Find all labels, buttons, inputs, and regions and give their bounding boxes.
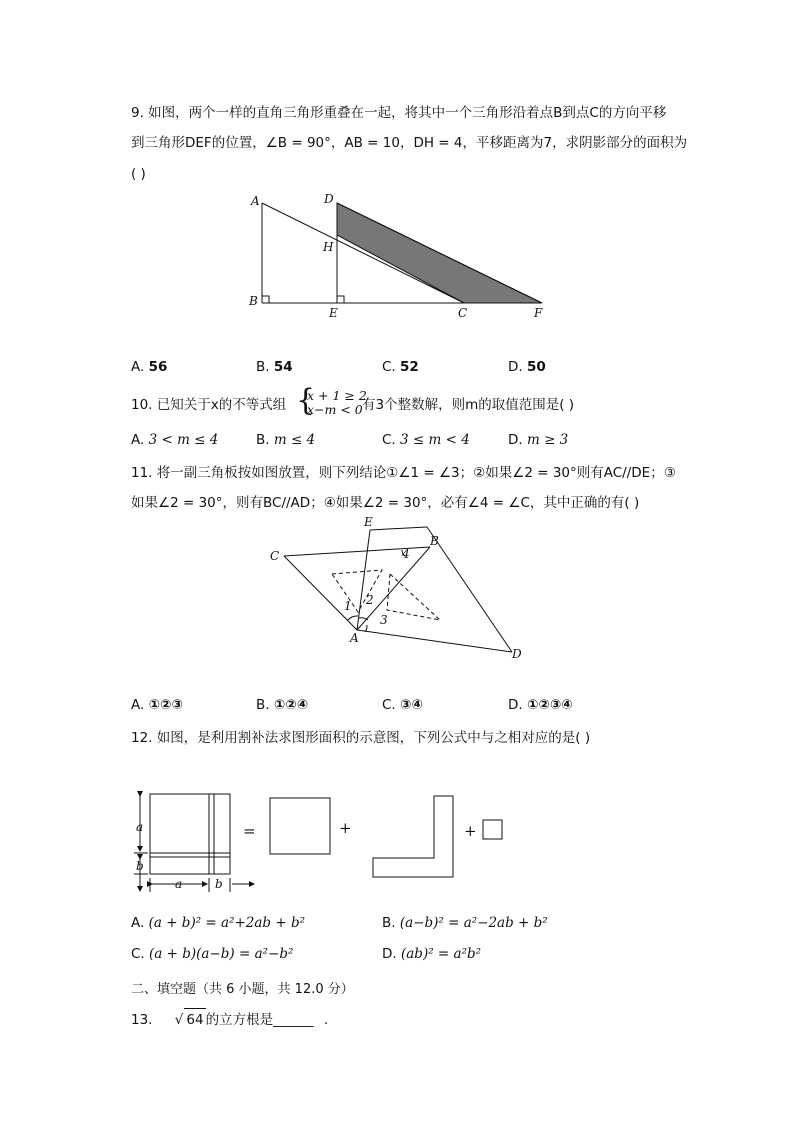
label-b-side: b (136, 859, 144, 873)
angle-1: 1 (344, 599, 352, 613)
q10-option-c[interactable]: C. 3 ≤ m < 4 (382, 432, 470, 448)
angle-2: 2 (366, 593, 374, 607)
label-D: D (512, 647, 522, 661)
q13-line (131, 1008, 328, 1031)
q9-line-2: 到三角形DEF的位置，∠B = 90°，AB = 10，DH = 4，平移距离为7，求阴影部分的面积为 (131, 135, 688, 151)
q9-option-c[interactable]: C. 52 (382, 359, 419, 375)
label-A: A (350, 631, 359, 645)
section-title: 二、填空题（共 6 小题，共 12.0 分） (131, 982, 354, 997)
label-C: C (270, 549, 280, 563)
equals-sign: = (243, 822, 256, 840)
q11-option-a[interactable]: A. ①②③ (131, 697, 183, 713)
label-b-bottom: b (215, 877, 223, 891)
q9-line-1: 9. 如图，两个一样的直角三角形重叠在一起，将其中一个三角形沿着点B到点C的方向平移 (131, 105, 667, 121)
q9-line-3: ( ) (131, 166, 146, 182)
q11-line-2: 如果∠2 = 30°，则有BC//AD；④如果∠2 = 30°，必有∠4 = ∠C，其中正确的有( ) (131, 495, 640, 511)
q10-option-b[interactable]: B. m ≤ 4 (256, 432, 316, 448)
q13-number: 13. (131, 1012, 153, 1028)
label-E: E (364, 515, 373, 529)
q11-option-c[interactable]: C. ③④ (382, 697, 423, 713)
q13-radicand: 64 (184, 1008, 205, 1031)
q12-line-1: 12. 如图，是利用割补法求图形面积的示意图，下列公式中与之相对应的是( ) (131, 730, 591, 746)
q11-option-b[interactable]: B. ①②④ (256, 697, 309, 713)
q12-option-d[interactable]: D. (ab)² = a²b² (382, 946, 482, 962)
q9-option-a[interactable]: A. 56 (131, 359, 168, 375)
q9-option-d[interactable]: D. 50 (508, 359, 546, 375)
label-D: D (324, 192, 334, 206)
label-a-side: a (136, 820, 144, 834)
q13-end: . (323, 1012, 329, 1028)
q13-suffix: 的立方根是 (205, 1012, 274, 1028)
q12-option-b[interactable]: B. (a−b)² = a²−2ab + b² (382, 915, 548, 931)
q10-prefix: 10. 已知关于x的不等式组 (131, 397, 287, 413)
label-B: B (430, 534, 439, 548)
q10-system-top: x + 1 ≥ 2 (307, 388, 367, 403)
label-a-bottom: a (175, 877, 183, 891)
q10-option-a[interactable]: A. 3 < m ≤ 4 (131, 432, 219, 448)
label-A: A (251, 194, 260, 208)
q13-blank[interactable]: ______ (273, 1012, 314, 1028)
q9-option-b[interactable]: B. 54 (256, 359, 293, 375)
angle-4: 4 (402, 547, 410, 561)
label-H: H (323, 240, 334, 254)
plus-sign-1: + (339, 819, 352, 837)
label-E: E (329, 306, 338, 320)
sqrt-symbol: √ (174, 1012, 184, 1028)
system-brace: { (296, 383, 316, 418)
q11-line-1: 11. 将一副三角板按如图放置，则下列结论①∠1 = ∠3；②如果∠2 = 30°则有AC//DE；③ (131, 465, 676, 481)
q9-figure (240, 185, 560, 325)
q12-option-c[interactable]: C. (a + b)(a−b) = a²−b² (131, 946, 294, 962)
q11-figure (262, 512, 537, 662)
label-B: B (249, 294, 258, 308)
angle-3: 3 (380, 613, 388, 627)
label-F: F (534, 306, 543, 320)
q11-option-d[interactable]: D. ①②③④ (508, 697, 573, 713)
q12-option-a[interactable]: A. (a + b)² = a²+2ab + b² (131, 915, 306, 931)
q10-suffix: 有3个整数解，则m的取值范围是( ) (362, 397, 575, 413)
q10-option-d[interactable]: D. m ≥ 3 (508, 432, 569, 448)
q12-figure (128, 786, 528, 896)
label-C: C (458, 306, 468, 320)
plus-sign-2: + (464, 822, 477, 840)
q10-system-bottom: x−m < 0 (307, 402, 363, 417)
